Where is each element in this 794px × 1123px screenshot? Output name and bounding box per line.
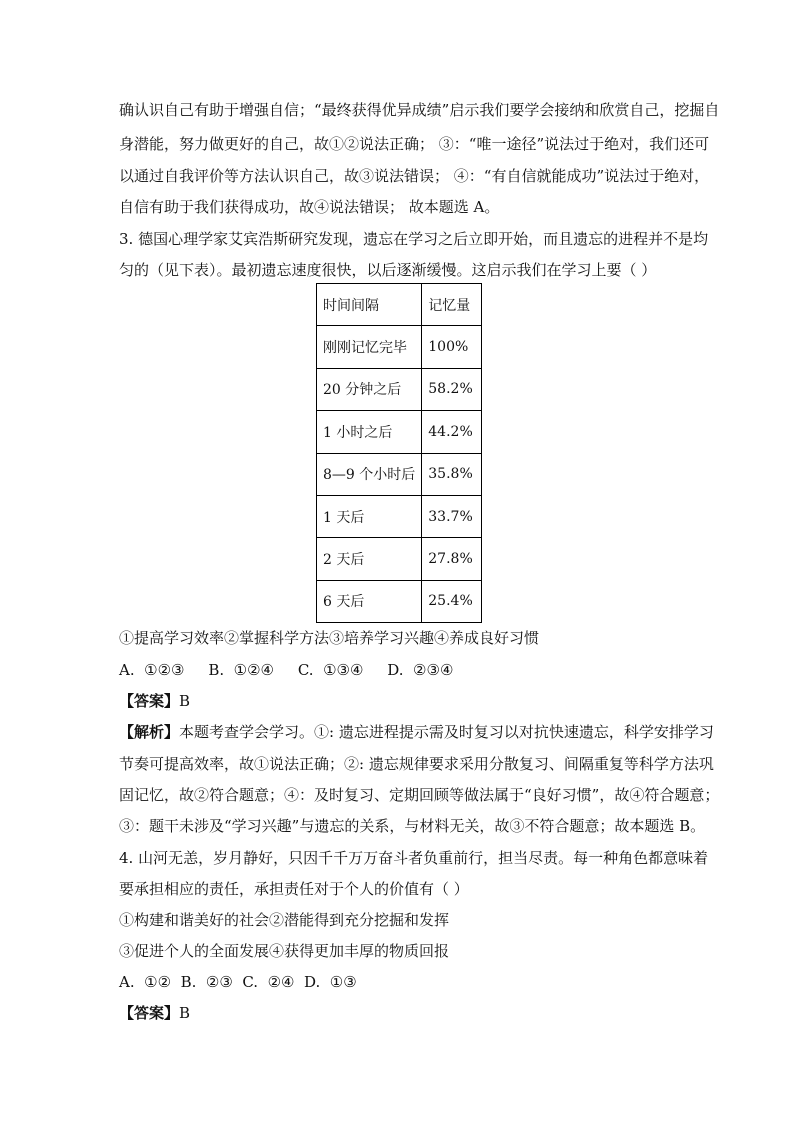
table-cell: 27.8% [422, 538, 482, 580]
q4-stem-line: 要承担相应的责任，承担责任对于个人的价值有（ ） [119, 880, 469, 898]
q3-answer [119, 691, 679, 711]
analysis-text: 本题考查学会学习。①: 遗忘进程提示需及时复习以对抗快速遗忘，科学安排学习 [179, 723, 714, 741]
table-row [317, 495, 482, 537]
paragraph-line: 以通过自我评价等方法认识自己，故③说法错误； ④：“有自信就能成功”说法过于绝对， [119, 167, 710, 185]
table-cell: 1 小时之后 [317, 411, 422, 453]
table-header-cell: 时间间隔 [317, 284, 422, 326]
table-cell: 2 天后 [317, 538, 422, 580]
answer-value: B [179, 692, 191, 710]
analysis-label: 【解析】 [119, 723, 180, 741]
table-row [317, 453, 482, 495]
table-cell: 35.8% [422, 453, 482, 495]
q4-statement-line: ③促进个人的全面发展④获得更加丰厚的物质回报 [119, 942, 450, 960]
table-cell: 58.2% [422, 368, 482, 410]
paragraph-line: 身潜能，努力做更好的自己，故①②说法正确； ③：“唯一途径”说法过于绝对，我们还可 [119, 135, 710, 153]
q4-options: A. ①② B. ②③ C. ②④ D. ①③ [119, 973, 357, 991]
table-row [317, 326, 482, 368]
table-cell: 33.7% [422, 495, 482, 537]
q4-statement-line: ①构建和谐美好的社会②潜能得到充分挖掘和发挥 [119, 911, 450, 929]
table-row [317, 538, 482, 580]
table-cell: 刚刚记忆完毕 [317, 326, 422, 368]
q3-stem-line: 3. 德国心理学家艾宾浩斯研究发现，遗忘在学习之后立即开始，而且遗忘的进程并不是均 [119, 230, 709, 248]
table-header-cell: 记忆量 [422, 284, 482, 326]
q3-stem-line: 匀的（见下表）。最初遗忘速度很快，以后逐渐缓慢。这启示我们在学习上要（ ） [119, 261, 657, 279]
table-row [317, 580, 482, 622]
table-cell: 6 天后 [317, 580, 422, 622]
q3-statements: ①提高学习效率②掌握科学方法③培养学习兴趣④养成良好习惯 [119, 629, 540, 647]
table-cell: 25.4% [422, 580, 482, 622]
q4-answer [119, 1003, 679, 1023]
table-cell: 1 天后 [317, 495, 422, 537]
table-header-row [317, 284, 482, 326]
memory-retention-table [316, 283, 482, 623]
q3-analysis-line: 节奏可提高效率，故①说法正确；②: 遗忘规律要求采用分散复习、间隔重复等科学方法巩 [119, 755, 714, 773]
q4-stem-line: 4. 山河无恙，岁月静好，只因千千万万奋斗者负重前行，担当尽责。每一种角色都意味着 [119, 849, 709, 867]
table-row [317, 411, 482, 453]
q3-analysis-line [119, 722, 714, 742]
paragraph-line: 自信有助于我们获得成功，故④说法错误； 故本题选 A。 [119, 198, 500, 216]
table-cell: 8—9 个小时后 [317, 453, 422, 495]
q3-analysis-line: 固记忆，故②符合题意；④：及时复习、定期回顾等做法属于“良好习惯”，故④符合题意； [119, 786, 720, 804]
q3-options: A. ①②③ B. ①②④ C. ①③④ D. ②③④ [119, 661, 454, 679]
answer-value: B [179, 1004, 191, 1022]
q3-analysis-line: ③：题干未涉及“学习兴趣”与遗忘的关系，与材料无关，故③不符合题意；故本题选 B。 [119, 817, 706, 835]
table-cell: 20 分钟之后 [317, 368, 422, 410]
paragraph-line: 确认识自己有助于增强自信；“最终获得优异成绩”启示我们要学会接纳和欣赏自己，挖掘自 [119, 101, 720, 119]
table-row [317, 368, 482, 410]
answer-label: 【答案】 [119, 1004, 180, 1022]
table-cell: 44.2% [422, 411, 482, 453]
answer-label: 【答案】 [119, 692, 180, 710]
table-cell: 100% [422, 326, 482, 368]
